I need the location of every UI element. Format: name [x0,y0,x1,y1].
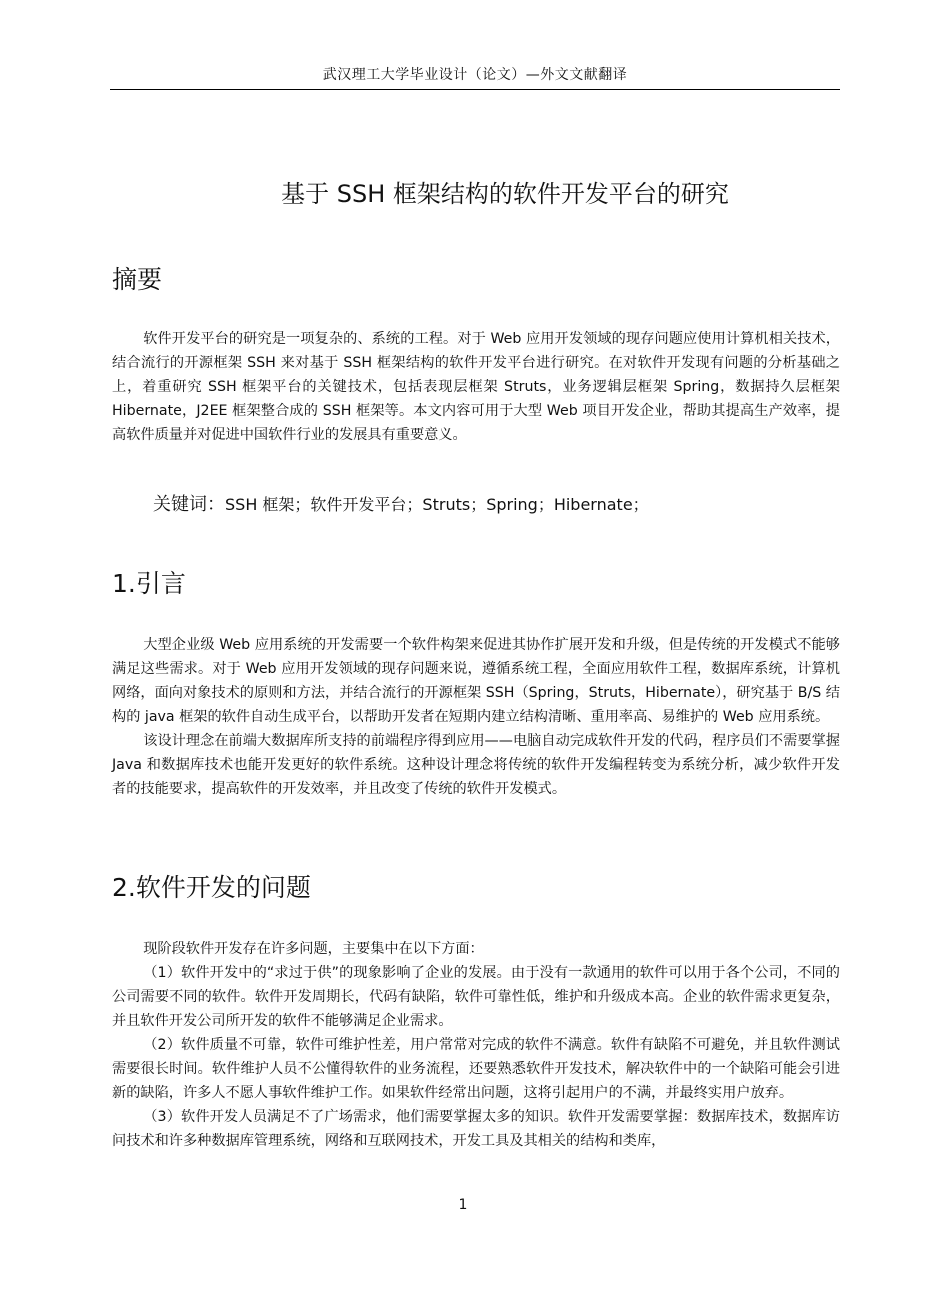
keywords-value: SSH 框架；软件开发平台；Struts；Spring；Hibernate； [225,495,649,514]
section-2-paragraph: （2）软件质量不可靠，软件可维护性差，用户常常对完成的软件不满意。软件有缺陷不可避免，并且软件测试需要很长时间。软件维护人员不公懂得软件的业务流程，还要熟悉软件开发技术，解决软件中的一个缺陷可能会引进新的缺陷，许多人不愿人事软件维护工作。如果软件经常出问题，这将引起用户的不满，并最终实用户放弃。 [112,1037,840,1101]
running-header: 武汉理工大学毕业设计（论文）—外文文献翻译 [322,67,628,83]
keywords-line [153,490,649,516]
page-number: 1 [458,1197,468,1213]
section-1-heading: 1.引言 [112,569,186,598]
section-2-paragraph: （3）软件开发人员满足不了广场需求，他们需要掌握太多的知识。软件开发需要掌握：数据库技术，数据库访问技术和许多种数据库管理系统，网络和互联网技术，开发工具及其相关的结构和类库， [112,1109,840,1149]
section-1-body [112,633,840,801]
section-1-paragraph: 该设计理念在前端大数据库所支持的前端程序得到应用——电脑自动完成软件开发的代码，程序员们不需要掌握 Java 和数据库技术也能开发更好的软件系统。这种设计理念将传统的软件开发编程转变为系统分析，减少软件开发者的技能要求，提高软件的开发效率，并且改变了传统的软件开发模式。 [112,733,840,797]
section-2-body [112,937,840,1153]
paper-title: 基于 SSH 框架结构的软件开发平台的研究 [281,180,729,208]
abstract-paragraph: 软件开发平台的研究是一项复杂的、系统的工程。对于 Web 应用开发领域的现存问题应使用计算机相关技术，结合流行的开源框架 SSH 来对基于 SSH 框架结构的软件开发平台进行研究。在对软件开发现有问题的分析基础之上，着重研究 SSH 框架平台的关键技术，包括表现层框架 Struts，业务逻辑层框架 Spring，数据持久层框架 Hibernate，J2EE 框架整合成的 SSH 框架等。本文内容可用于大型 Web 项目开发企业，帮助其提高生产效率，提高软件质量并对促进中国软件行业的发展具有重要意义。 [112,331,840,443]
section-2-paragraph: 现阶段软件开发存在许多问题，主要集中在以下方面： [143,941,484,957]
abstract-body [112,327,840,447]
section-2-paragraph: （1）软件开发中的“求过于供”的现象影响了企业的发展。由于没有一款通用的软件可以用于各个公司，不同的公司需要不同的软件。软件开发周期长，代码有缺陷，软件可靠性低，维护和升级成本高。企业的软件需求更复杂，并且软件开发公司所开发的软件不能够满足企业需求。 [112,965,840,1029]
header-rule [110,89,840,90]
keywords-label: 关键词： [153,494,225,515]
section-2-heading: 2.软件开发的问题 [112,873,311,902]
section-1-paragraph: 大型企业级 Web 应用系统的开发需要一个软件构架来促进其协作扩展开发和升级，但是传统的开发模式不能够满足这些需求。对于 Web 应用开发领域的现存问题来说，遵循系统工程，全面应用软件工程，数据库系统，计算机网络，面向对象技术的原则和方法，并结合流行的开源框架 SSH（Spring，Struts，Hibernate），研究基于 B/S 结构的 java 框架的软件自动生成平台，以帮助开发者在短期内建立结构清晰、重用率高、易维护的 Web 应用系统。 [112,637,840,725]
abstract-heading: 摘要 [112,265,163,294]
